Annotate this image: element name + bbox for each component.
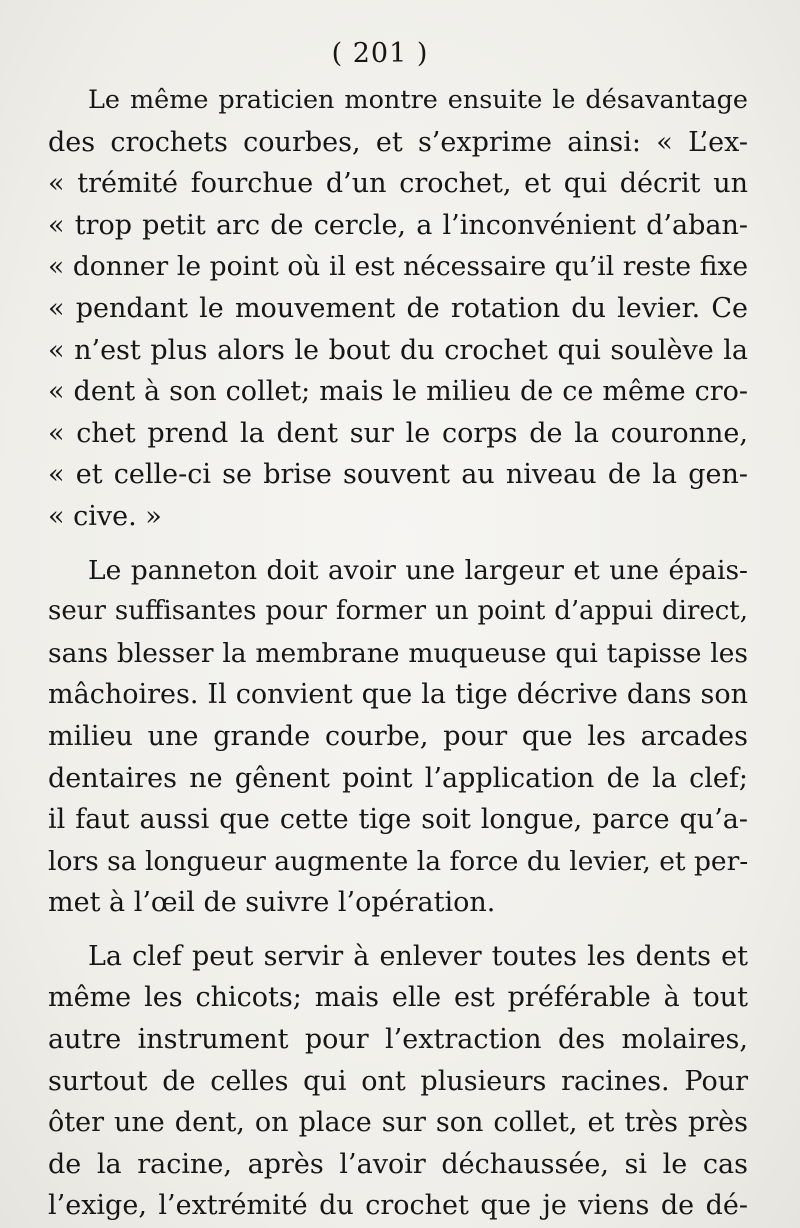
text-line: met à l’œil de suivre l’opération. [48,887,496,919]
text-line: surtout de celles qui ont plusieurs racines. Pour [48,1065,748,1097]
text-line: « dent à son collet; mais le milieu de ce même cro- [48,376,748,408]
text-line: « donner le point où il est nécessaire qu’il reste fixe [48,251,748,283]
paragraph-gap [48,924,748,936]
page-number: ( 201 ) [331,38,429,69]
text-line: « trémité fourchue d’un crochet, et qui décrit un [48,168,748,200]
text-line: « chet prend la dent sur le corps de la couronne, [48,417,748,449]
text-line: sans blesser la membrane muqueuse qui tapisse les [48,637,748,669]
text-line: La clef peut servir à enlever toutes les dents et [88,940,748,972]
text-line: lors sa longueur augmente la force du levier, et per- [48,845,749,877]
text-line: seur suffisantes pour former un point d’appui direct, [48,596,748,627]
text-line: mâchoires. Il convient que la tige décrive dans son [48,679,748,711]
text-line: l’exige, l’extrémité du crochet que je viens de dé- [48,1190,748,1222]
text-line: des crochets courbes, et s’exprime ainsi: « L’ex- [48,126,748,158]
text-line: « cive. » [48,500,162,532]
text-line: dentaires ne gênent point l’application de la clef; [48,762,748,794]
text-line: de la racine, après l’avoir déchaussée, si le cas [48,1148,748,1180]
text-line: « pendant le mouvement de rotation du levier. Ce [48,292,748,324]
text-line: il faut aussi que cette tige soit longue, parce qu’a- [48,804,748,836]
paragraph-gap [48,538,748,550]
text-line: « et celle-ci se brise souvent au niveau de la gen- [48,459,748,491]
text-line: même les chicots; mais elle est préférable à tout [48,982,748,1014]
text-line: « trop petit arc de cercle, a l’inconvénient d’aban- [48,209,748,241]
paragraph-2 [48,550,748,924]
text-line: Le même praticien montre ensuite le désavantage [88,85,748,115]
text-line: « n’est plus alors le bout du crochet qui soulève la [48,334,748,366]
text-line: Le panneton doit avoir une largeur et une épais- [88,554,748,586]
text-line: ôter une dent, on place sur son collet, et très près [48,1107,748,1139]
paragraph-1 [48,80,748,538]
paragraph-3 [48,936,748,1227]
text-line: autre instrument pour l’extraction des molaires, [48,1024,748,1056]
text-line: milieu une grande courbe, pour que les arcades [48,720,748,752]
body-text [48,80,748,1227]
